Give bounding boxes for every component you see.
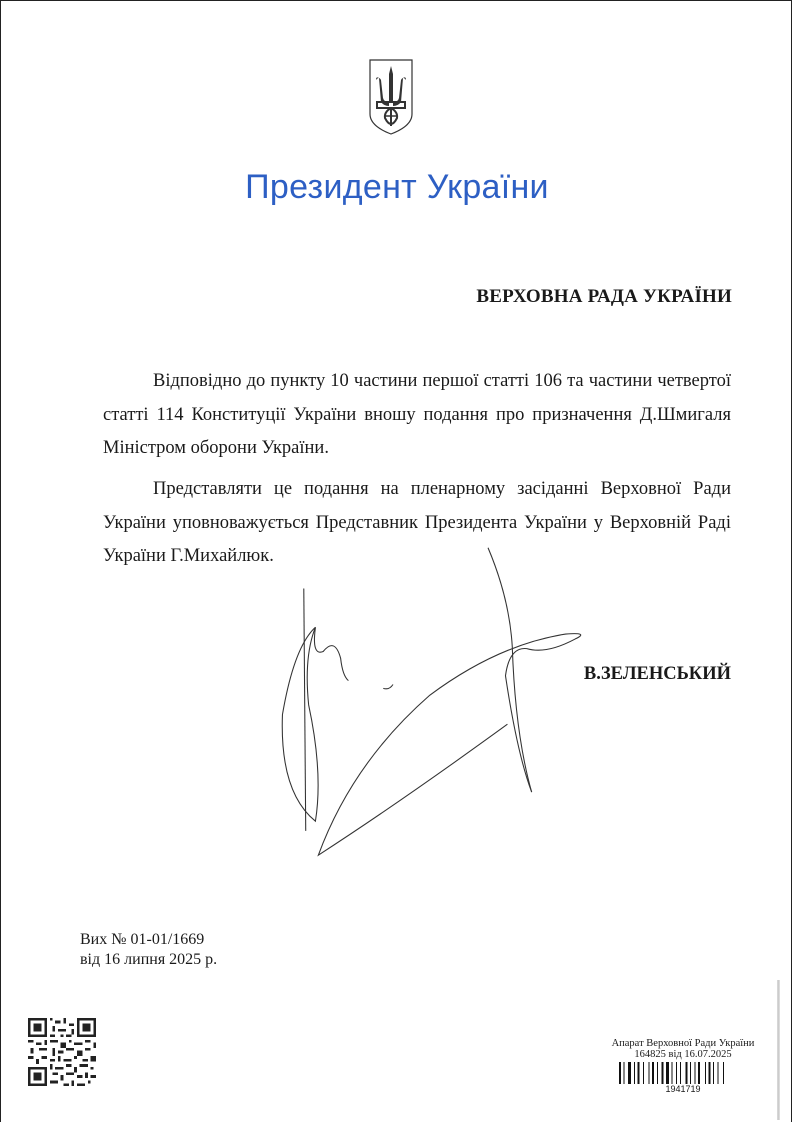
- stamp-reg-line: 164825 від 16.07.2025: [634, 1049, 732, 1060]
- scan-edge: [777, 980, 780, 1120]
- signer-name: В.ЗЕЛЕНСЬКИЙ: [583, 664, 731, 684]
- stamp-org: Апарат Верховної Ради України: [611, 1038, 755, 1049]
- barcode-bar: [676, 1062, 677, 1084]
- barcode: [619, 1062, 747, 1084]
- outgoing-number-block: [80, 930, 217, 970]
- barcode-bar: [708, 1062, 710, 1084]
- barcode-bar: [672, 1062, 673, 1084]
- barcode-bar: [690, 1062, 691, 1084]
- registration-stamp: [608, 1038, 758, 1095]
- addressee: ВЕРХОВНА РАДА УКРАЇНИ: [476, 286, 732, 307]
- barcode-bar: [634, 1062, 635, 1084]
- body-paragraph: Відповідно до пункту 10 частини першої статті 106 та частини четвертої статті 114 Конституції України вношу подання про призначення Д.Шмигаля Міністром оборони України.: [103, 371, 731, 458]
- barcode-bar: [666, 1062, 669, 1084]
- barcode-bar: [718, 1062, 719, 1084]
- body-paragraph: Представляти це подання на пленарному засіданні Верховної Ради України уповноважується Представник Президента України у Верховній Раді України Г.Михайлюк.: [103, 479, 731, 566]
- barcode-bar: [619, 1062, 621, 1084]
- barcode-bar: [649, 1062, 650, 1084]
- barcode-bar: [695, 1062, 696, 1084]
- barcode-bar: [705, 1062, 706, 1084]
- barcode-bar: [657, 1062, 658, 1084]
- barcode-bar: [713, 1062, 714, 1084]
- barcode-bar: [685, 1062, 687, 1084]
- barcode-bar: [661, 1062, 663, 1084]
- handwritten-signature: [250, 540, 600, 860]
- barcode-bar: [723, 1062, 724, 1084]
- barcode-bar: [680, 1062, 681, 1084]
- outgoing-date: від 16 липня 2025 р.: [80, 951, 218, 968]
- barcode-bar: [643, 1062, 644, 1084]
- qr-code: [28, 1018, 96, 1086]
- barcode-bar: [652, 1062, 654, 1084]
- coat-of-arms-icon: [368, 58, 414, 136]
- outgoing-number: Вих № 01-01/1669: [80, 931, 205, 948]
- barcode-bar: [624, 1062, 625, 1084]
- barcode-number: 1941719: [665, 1084, 701, 1094]
- barcode-bar: [698, 1062, 700, 1084]
- barcode-bar: [637, 1062, 639, 1084]
- org-title: Президент України: [245, 168, 549, 206]
- barcode-bar: [628, 1062, 631, 1084]
